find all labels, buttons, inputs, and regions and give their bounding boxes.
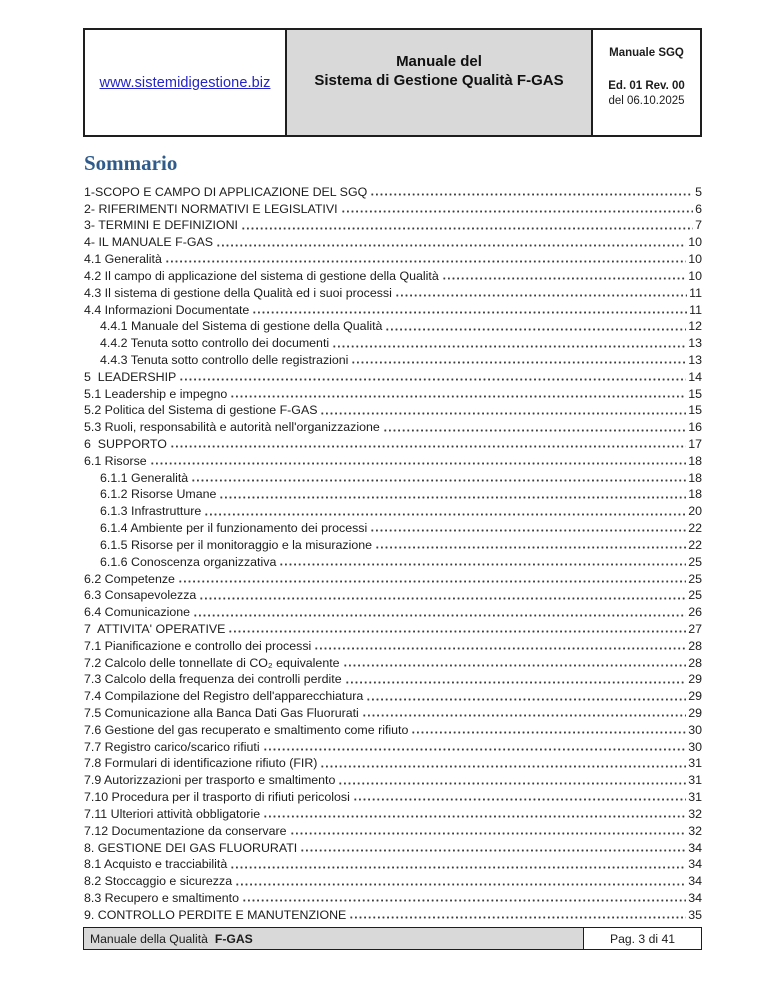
footer-title-bold: F-GAS — [214, 931, 253, 946]
toc-entry[interactable] — [84, 805, 702, 822]
toc-entry[interactable] — [84, 301, 702, 318]
toc-entry[interactable] — [84, 435, 702, 452]
toc-entry-label: 8.2 Stoccaggio e sicurezza — [84, 874, 233, 889]
toc-leader-dots — [235, 872, 686, 889]
toc-entry-label: 6.1.3 Infrastrutture — [100, 504, 202, 519]
toc-entry-label: 6.3 Consapevolezza — [84, 588, 197, 603]
toc-entry-label: 4.4.1 Manuale del Sistema di gestione della Qualità — [100, 319, 383, 334]
toc-entry[interactable] — [84, 402, 702, 419]
toc-entry[interactable] — [84, 872, 702, 889]
toc-leader-dots — [345, 671, 687, 688]
toc-entry-page-number: 17 — [688, 437, 702, 451]
toc-leader-dots — [366, 687, 686, 704]
toc-entry-label: 5.2 Politica del Sistema di gestione F-GAS — [84, 403, 318, 418]
toc-entry-page-number: 30 — [688, 739, 702, 754]
toc-leader-dots — [165, 250, 686, 267]
toc-entry-label: 6.1.1 Generalità — [100, 470, 189, 485]
toc-leader-dots — [385, 318, 686, 335]
toc-entry[interactable] — [84, 267, 702, 284]
toc-leader-dots — [228, 620, 686, 637]
toc-entry-page-number: 14 — [688, 369, 702, 384]
toc-entry-page-number: 25 — [688, 571, 702, 586]
toc-entry-label: 4.4 Informazioni Documentate — [84, 302, 250, 317]
toc-entry-label: 7.8 Formulari di identificazione rifiuto (FIR) — [84, 756, 318, 771]
manual-title-line2: Sistema di Gestione Qualità F-GAS — [314, 72, 564, 89]
toc-entry-label: 6.1.2 Risorse Umane — [100, 487, 217, 502]
toc-entry-page-number: 34 — [688, 874, 702, 889]
toc-entry-page-number: 10 — [688, 268, 702, 283]
toc-leader-dots — [279, 553, 686, 570]
toc-entry-page-number: 18 — [688, 470, 702, 485]
toc-entry[interactable] — [84, 519, 702, 536]
toc-entry-label: 6.1.6 Conoscenza organizzativa — [100, 554, 277, 569]
toc-entry-page-number: 12 — [688, 319, 702, 334]
toc-entry[interactable] — [84, 385, 702, 402]
page-number-indicator: Pag. 3 di 41 — [609, 931, 676, 946]
toc-entry-page-number: 7 — [695, 218, 702, 233]
toc-entry-label: 4.1 Generalità — [84, 252, 162, 267]
toc-entry-label: 9. CONTROLLO PERDITE E MANUTENZIONE — [84, 907, 347, 922]
toc-entry[interactable] — [84, 771, 702, 788]
toc-entry-page-number: 34 — [688, 890, 702, 905]
toc-entry[interactable] — [84, 570, 702, 587]
toc-entry-page-number: 28 — [688, 655, 702, 670]
toc-leader-dots — [290, 822, 687, 839]
doc-edition: Ed. 01 Rev. 00 — [608, 80, 685, 92]
toc-entry-page-number: 32 — [688, 823, 702, 838]
toc-entry-page-number: 6 — [695, 201, 702, 216]
toc-leader-dots — [230, 856, 686, 873]
document-header — [83, 28, 702, 137]
toc-entry[interactable] — [84, 418, 702, 435]
toc-entry[interactable] — [84, 587, 702, 604]
toc-entry-label: 7.9 Autorizzazioni per trasporto e smaltimento — [84, 773, 336, 788]
toc-entry[interactable] — [84, 200, 702, 217]
toc-entry-label: 2- RIFERIMENTI NORMATIVI E LEGISLATIVI — [84, 201, 338, 216]
toc-entry[interactable] — [84, 368, 702, 385]
toc-leader-dots — [370, 519, 686, 536]
toc-entry-page-number: 15 — [688, 403, 702, 418]
toc-entry[interactable] — [84, 738, 702, 755]
toc-entry-label: 8. GESTIONE DEI GAS FLUORURATI — [84, 840, 298, 855]
toc-entry[interactable] — [84, 217, 702, 234]
toc-entry-label: 6.1.4 Ambiente per il funzionamento dei processi — [100, 521, 368, 536]
toc-entry-page-number: 15 — [688, 386, 702, 401]
toc-entry[interactable] — [84, 183, 702, 200]
toc-leader-dots — [383, 418, 686, 435]
toc-entry[interactable] — [84, 687, 702, 704]
toc-entry[interactable] — [84, 704, 702, 721]
footer-title-cell — [84, 928, 584, 949]
toc-entry[interactable] — [84, 603, 702, 620]
header-cell-title — [287, 30, 593, 135]
toc-entry-page-number: 31 — [688, 773, 702, 788]
toc-leader-dots — [370, 183, 693, 200]
footer-title-label: Manuale della Qualità — [90, 931, 208, 946]
toc-entry-page-number: 30 — [688, 722, 702, 737]
toc-entry-label: 6.4 Comunicazione — [84, 605, 191, 620]
toc-entry[interactable] — [84, 233, 702, 250]
toc-entry-page-number: 25 — [688, 554, 702, 569]
toc-leader-dots — [242, 889, 686, 906]
toc-entry[interactable] — [84, 553, 702, 570]
toc-entry[interactable] — [84, 452, 702, 469]
toc-leader-dots — [353, 788, 686, 805]
toc-entry-page-number: 16 — [688, 420, 702, 435]
toc-entry-label: 7.2 Calcolo delle tonnellate di CO₂ equivalente — [84, 655, 340, 670]
toc-entry-label: 1-SCOPO E CAMPO DI APPLICAZIONE DEL SGQ — [84, 184, 368, 199]
toc-entry[interactable] — [84, 334, 702, 351]
toc-leader-dots — [375, 536, 686, 553]
toc-entry-page-number: 11 — [689, 285, 702, 300]
toc-heading: Sommario — [84, 151, 178, 175]
toc-entry-page-number: 31 — [688, 790, 702, 805]
toc-entry[interactable] — [84, 721, 702, 738]
toc-leader-dots — [263, 805, 686, 822]
toc-entry-page-number: 28 — [688, 638, 702, 653]
toc-leader-dots — [314, 637, 686, 654]
toc-entry-label: 7 ATTIVITA' OPERATIVE — [84, 621, 226, 636]
toc-entry[interactable] — [84, 637, 702, 654]
toc-entry-label: 5.1 Leadership e impegno — [84, 386, 228, 401]
toc-leader-dots — [199, 587, 686, 604]
toc-leader-dots — [193, 603, 686, 620]
toc-entry[interactable] — [84, 318, 702, 335]
toc-entry-page-number: 18 — [688, 487, 702, 502]
toc-entry-label: 3- TERMINI E DEFINIZIONI — [84, 218, 238, 233]
website-link[interactable]: www.sistemidigestione.biz — [99, 74, 271, 91]
toc-entry-label: 4.4.3 Tenuta sotto controllo delle registrazioni — [100, 352, 349, 367]
toc-leader-dots — [216, 233, 686, 250]
toc-entry[interactable] — [84, 822, 702, 839]
toc-leader-dots — [442, 267, 686, 284]
toc-entry-label: 4.3 Il sistema di gestione della Qualità ed i suoi processi — [84, 285, 392, 300]
toc-entry-label: 4.2 Il campo di applicazione del sistema di gestione della Qualità — [84, 268, 439, 283]
toc-leader-dots — [395, 284, 687, 301]
toc-entry-page-number: 10 — [688, 235, 702, 250]
toc-leader-dots — [343, 654, 687, 671]
toc-leader-dots — [338, 771, 686, 788]
toc-entry[interactable] — [84, 906, 702, 923]
toc-entry-page-number: 35 — [688, 907, 702, 922]
toc-leader-dots — [411, 721, 686, 738]
toc-entry[interactable] — [84, 284, 702, 301]
toc-leader-dots — [204, 502, 686, 519]
toc-entry[interactable] — [84, 856, 702, 873]
toc-entry[interactable] — [84, 839, 702, 856]
header-cell-revision — [593, 30, 700, 135]
toc-entry[interactable] — [84, 502, 702, 519]
toc-entry[interactable] — [84, 654, 702, 671]
toc-entry-page-number: 27 — [688, 621, 702, 636]
toc-entry-page-number: 18 — [688, 453, 702, 468]
toc-entry[interactable] — [84, 755, 702, 772]
toc-entry-label: 7.12 Documentazione da conservare — [84, 823, 287, 838]
toc-leader-dots — [230, 385, 686, 402]
toc-leader-dots — [191, 469, 686, 486]
toc-entry-label: 6 SUPPORTO — [84, 437, 167, 451]
toc-entry-page-number: 34 — [688, 857, 702, 872]
toc-leader-dots — [332, 334, 686, 351]
toc-entry-page-number: 22 — [688, 521, 702, 536]
toc-entry-label: 5.3 Ruoli, responsabilità e autorità nell'organizzazione — [84, 420, 380, 435]
toc-entry-label: 7.3 Calcolo della frequenza dei controlli perdite — [84, 672, 342, 687]
toc-entry-label: 8.3 Recupero e smaltimento — [84, 890, 239, 905]
toc-entry-page-number: 26 — [688, 605, 702, 620]
toc-leader-dots — [170, 435, 686, 452]
toc-entry-page-number: 13 — [688, 352, 702, 367]
toc-entry[interactable] — [84, 486, 702, 503]
toc-entry-label: 7.10 Procedura per il trasporto di rifiuti pericolosi — [84, 790, 350, 805]
toc-entry-page-number: 31 — [688, 756, 702, 771]
toc-entry-label: 7.7 Registro carico/scarico rifiuti — [84, 739, 260, 754]
toc-entry-page-number: 20 — [688, 504, 702, 519]
doc-date: del 06.10.2025 — [608, 95, 685, 107]
toc-entry-label: 5 LEADERSHIP — [84, 369, 177, 384]
toc-entry-page-number: 13 — [688, 336, 702, 351]
toc-entry-page-number: 11 — [689, 302, 702, 317]
toc-leader-dots — [150, 452, 687, 469]
toc-list — [84, 183, 702, 923]
toc-entry[interactable] — [84, 889, 702, 906]
toc-leader-dots — [241, 217, 693, 234]
toc-leader-dots — [300, 839, 686, 856]
toc-entry-page-number: 25 — [688, 588, 702, 603]
doc-code: Manuale SGQ — [609, 47, 684, 59]
toc-entry-label: 4- IL MANUALE F-GAS — [84, 235, 213, 250]
toc-entry[interactable] — [84, 469, 702, 486]
toc-leader-dots — [341, 200, 694, 217]
toc-entry[interactable] — [84, 788, 702, 805]
toc-entry-label: 8.1 Acquisto e tracciabilità — [84, 857, 228, 872]
toc-entry-label: 7.11 Ulteriori attività obbligatorie — [84, 806, 261, 821]
toc-entry-label: 6.1 Risorse — [84, 453, 147, 468]
manual-title-line1: Manuale del — [396, 53, 482, 70]
toc-entry-page-number: 29 — [688, 706, 702, 720]
toc-entry-page-number: 34 — [688, 840, 702, 855]
toc-entry-page-number: 10 — [688, 252, 702, 267]
toc-entry-label: 7.6 Gestione del gas recuperato e smaltimento come rifiuto — [84, 722, 409, 737]
toc-entry-label: 6.1.5 Risorse per il monitoraggio e la misurazione — [100, 537, 373, 552]
toc-entry-label: 7.5 Comunicazione alla Banca Dati Gas Fluorurati — [84, 706, 359, 720]
toc-entry-label: 4.4.2 Tenuta sotto controllo dei documenti — [100, 336, 330, 351]
toc-leader-dots — [179, 368, 686, 385]
toc-leader-dots — [351, 351, 686, 368]
toc-leader-dots — [252, 301, 687, 318]
toc-leader-dots — [320, 755, 686, 772]
toc-entry[interactable] — [84, 536, 702, 553]
toc-leader-dots — [178, 570, 686, 587]
toc-leader-dots — [349, 906, 686, 923]
toc-entry-page-number: 32 — [688, 806, 702, 821]
footer-page-cell — [584, 928, 701, 949]
toc-entry[interactable] — [84, 671, 702, 688]
toc-entry-page-number: 29 — [688, 689, 702, 704]
toc-entry[interactable] — [84, 351, 702, 368]
header-cell-website — [85, 30, 287, 135]
toc-entry-page-number: 22 — [688, 537, 702, 552]
toc-entry[interactable] — [84, 620, 702, 637]
document-footer — [83, 927, 702, 950]
toc-entry-label: 7.1 Pianificazione e controllo dei processi — [84, 638, 312, 653]
toc-leader-dots — [320, 402, 686, 419]
toc-entry-page-number: 29 — [688, 672, 702, 687]
toc-leader-dots — [263, 738, 687, 755]
toc-leader-dots — [362, 704, 686, 721]
toc-entry-label: 6.2 Competenze — [84, 571, 175, 586]
toc-entry-page-number: 5 — [695, 184, 702, 199]
toc-entry[interactable] — [84, 250, 702, 267]
toc-entry-label: 7.4 Compilazione del Registro dell'apparecchiatura — [84, 689, 364, 704]
toc-leader-dots — [219, 486, 686, 503]
